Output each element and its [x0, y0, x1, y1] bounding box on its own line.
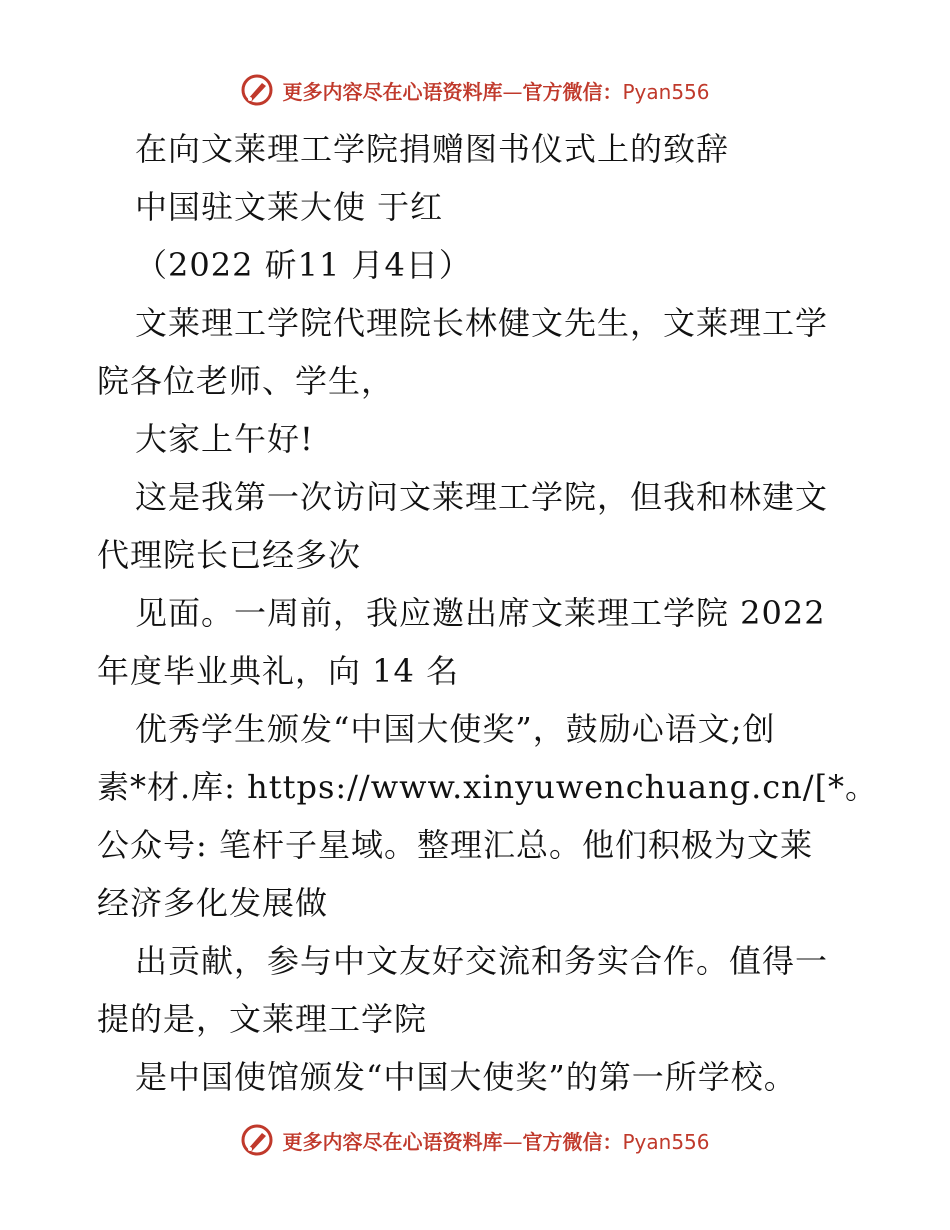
watermark-header — [0, 70, 950, 110]
body-line: 代理院长已经多次 — [97, 536, 362, 574]
watermark-text: 更多内容尽在心语资料库—官方微信：Pyan556 — [282, 1129, 710, 1154]
watermark-footer — [0, 1120, 950, 1160]
document-date: （2022 斫11 月4日） — [135, 246, 472, 284]
pen-logo-icon — [240, 1123, 274, 1157]
pen-logo-icon — [240, 73, 274, 107]
body-line: 院各位老师、学生， — [97, 362, 395, 400]
body-line: 提的是，文莱理工学院 — [97, 1000, 428, 1038]
body-line: 这是我第一次访问文莱理工学院，但我和林建文 — [135, 478, 829, 516]
document-body — [97, 120, 879, 1106]
watermark-text: 更多内容尽在心语资料库—官方微信：Pyan556 — [282, 79, 710, 104]
body-line: 经济多化发展做 — [97, 884, 329, 922]
document-title: 在向文莱理工学院捐赠图书仪式上的致辞 — [135, 130, 730, 168]
document-author: 中国驻文莱大使 于红 — [135, 188, 444, 226]
body-line: 见面。一周前，我应邀出席文莱理工学院 2022 — [135, 594, 826, 632]
body-line: 文莱理工学院代理院长林健文先生，文莱理工学 — [135, 304, 829, 342]
body-line: 素*材.库: https://www.xinyuwenchuang.cn/[*。 — [97, 768, 879, 806]
body-line: 年度毕业典礼，向 14 名 — [97, 652, 460, 690]
body-line: 公众号: 笔杆子星域。整理汇总。他们积极为文莱 — [97, 826, 813, 864]
body-line: 是中国使馆颁发“中国大使奖”的第一所学校。 — [135, 1058, 797, 1096]
body-line: 大家上午好! — [135, 420, 314, 458]
body-line: 出贡献，参与中文友好交流和务实合作。值得一 — [135, 942, 829, 980]
body-line: 优秀学生颁发“中国大使奖”，鼓励心语文;创 — [135, 710, 776, 748]
